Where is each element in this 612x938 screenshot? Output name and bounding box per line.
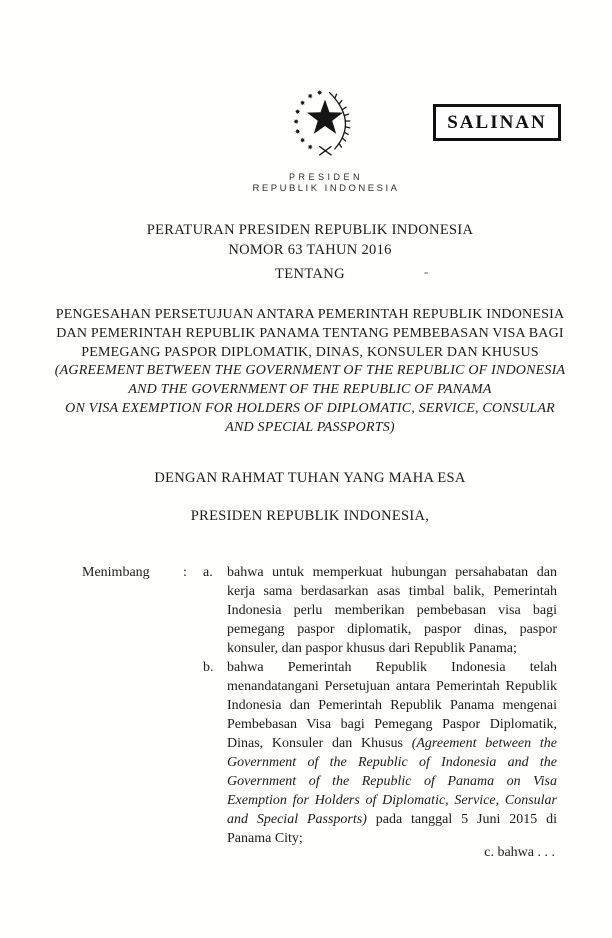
scan-artifact-dash: - xyxy=(424,264,429,279)
invocation-line: DENGAN RAHMAT TUHAN YANG MAHA ESA xyxy=(154,470,466,486)
subject-line-en-4: AND SPECIAL PASSPORTS) xyxy=(225,419,395,435)
right-wreath-icon xyxy=(330,93,350,149)
item-letter: b. xyxy=(203,660,214,675)
salinan-stamp xyxy=(433,104,561,141)
letterhead-presiden: PRESIDEN xyxy=(288,172,363,182)
considering-label: Menimbang xyxy=(82,565,150,580)
page-catchword: c. bahwa . . . xyxy=(484,845,555,860)
regulation-number: NOMOR 63 TAHUN 2016 xyxy=(228,242,392,258)
crossed-stems-icon xyxy=(320,147,331,155)
letterhead xyxy=(20,171,612,195)
item-text xyxy=(227,563,557,658)
item-b-text-after: pada tanggal 5 Juni 2015 di Panama City; xyxy=(227,812,557,846)
letterhead-republik-indonesia: REPUBLIK INDONESIA xyxy=(252,183,400,194)
regulation-title: PERATURAN PRESIDEN REPUBLIK INDONESIA xyxy=(146,222,474,238)
regulation-title-block xyxy=(4,220,612,260)
item-a-text: bahwa untuk memperkuat hubungan persahabatan dan kerja sama berdasarkan asas timbal balik, Pemerintah Indonesia perlu memberikan pembebasan visa bagi pemegang paspor diplomatik, paspor dinas, paspor konsuler, dan paspor khusus dari Republik Panama; xyxy=(227,565,557,656)
item-b-italic-agreement-title: (Agreement between the Government of the Republic of Indonesia and the Government of the Republic of Panama on Visa Exemption for Holders of Diplomatic, Service, Consular and Special Passports) xyxy=(227,736,557,827)
regulation-subject-block xyxy=(4,306,612,438)
item-text xyxy=(227,658,557,848)
salutation-line: PRESIDEN REPUBLIK INDONESIA, xyxy=(190,508,430,524)
subject-line-id-3: PEMEGANG PASPOR DIPLOMATIK, DINAS, KONSULER DAN KHUSUS xyxy=(81,344,539,360)
item-letter: a. xyxy=(203,565,213,580)
star-icon xyxy=(307,99,343,133)
subject-line-en-3: ON VISA EXEMPTION FOR HOLDERS OF DIPLOMATIC, SERVICE, CONSULAR xyxy=(65,400,555,416)
salinan-stamp-label: SALINAN xyxy=(447,111,547,133)
considering-item-a xyxy=(203,563,557,658)
tentang-heading: TENTANG xyxy=(274,266,346,282)
considering-colon: : xyxy=(183,565,187,580)
considering-section xyxy=(82,563,557,848)
subject-line-en-2: AND THE GOVERNMENT OF THE REPUBLIC OF PANAMA xyxy=(128,382,492,398)
considering-items xyxy=(203,563,557,848)
subject-line-en-1: (AGREEMENT BETWEEN THE GOVERNMENT OF THE REPUBLIC OF INDONESIA xyxy=(54,363,566,379)
subject-line-id-2: DAN PEMERINTAH REPUBLIK PANAMA TENTANG PEMBEBASAN VISA BAGI xyxy=(56,325,564,341)
considering-item-b xyxy=(203,658,557,848)
garuda-star-emblem-icon xyxy=(287,83,363,163)
item-b-text: bahwa Pemerintah Republik Indonesia telah menandatangani Persetujuan antara Pemerintah Republik Indonesia dan Pemerintah Republik Panama mengenai Pembebasan Visa bagi Pemegang Paspor Diplomatik, Dinas, Konsuler dan Khusus xyxy=(227,660,557,751)
subject-line-id-1: PENGESAHAN PERSETUJUAN ANTARA PEMERINTAH REPUBLIK INDONESIA xyxy=(55,307,565,322)
